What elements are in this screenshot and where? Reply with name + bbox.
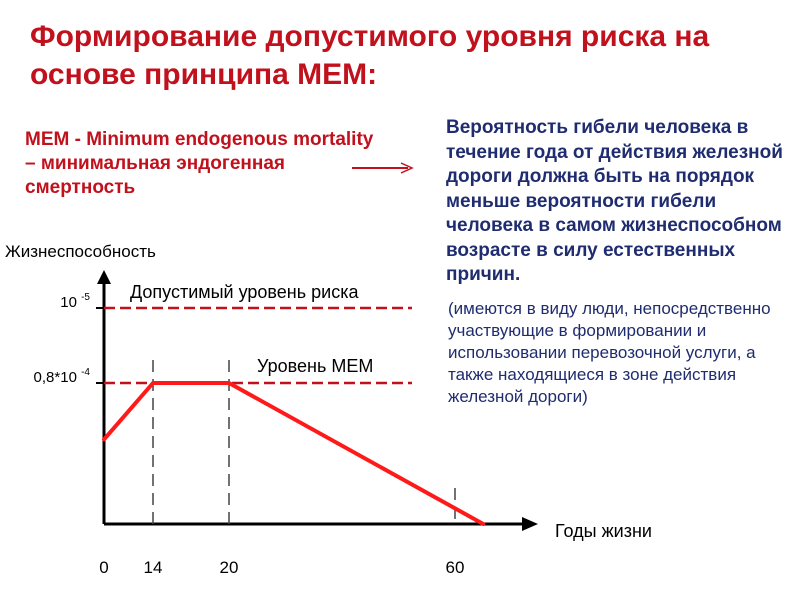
y-axis-arrow-icon [97, 270, 111, 284]
mem-principle-text: Вероятность гибели человека в течение года от действия железной дороги должна быть на порядок меньше вероятности гибели человека в самом жизнеспособном возрасте в силу естественных причин. [446, 117, 783, 285]
series-line [104, 383, 483, 524]
y-axis-label: Жизнеспособность [5, 242, 156, 261]
x-tick-label: 0 [99, 558, 109, 577]
x-axis-arrow-icon [522, 517, 538, 531]
level-label: Допустимый уровень риска [130, 282, 359, 302]
x-tick-label: 60 [445, 558, 465, 577]
y-value-label: 10 $^{-5}$ [60, 292, 90, 311]
x-tick-label: 14 [143, 558, 163, 577]
slide-title: Формирование допустимого уровня риска на основе принципа МЕМ: [30, 20, 710, 91]
level-label: Уровень МЕМ [257, 356, 374, 376]
x-tick-label: 20 [219, 558, 239, 577]
mem-definition: МЕМ - Minimum endogenous mortality – минимальная эндогенная смертность [25, 129, 374, 198]
x-axis-label: Годы жизни [555, 521, 652, 541]
mem-principle-note: (имеются в виду люди, непосредственно участвующие в формировании и использовании перевозочной услуги, а также находящиеся в зоне действия железной дороги) [448, 298, 771, 406]
y-value-label: 0,8*10 $^{-4}$ [33, 367, 90, 386]
